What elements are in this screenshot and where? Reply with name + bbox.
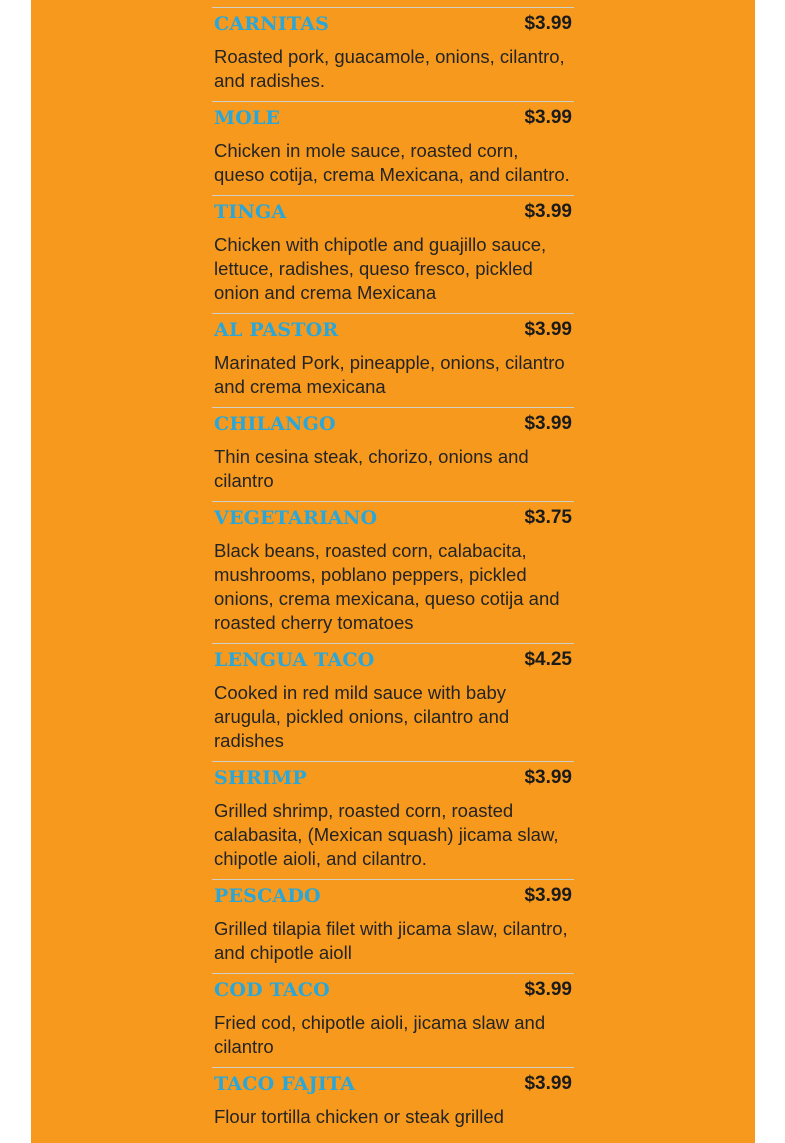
item-price: $3.75: [524, 507, 572, 528]
menu-item-chilango: [212, 407, 574, 501]
item-description: Roasted pork, guacamole, onions, cilantro, and radishes.: [214, 46, 565, 91]
item-header: [214, 104, 572, 132]
item-header: [214, 1070, 572, 1098]
item-description: Grilled tilapia filet with jicama slaw, cilantro, and chipotle aioll: [214, 918, 568, 963]
item-header: [214, 764, 572, 792]
item-price: $3.99: [524, 413, 572, 434]
menu-item-al-pastor: [212, 313, 574, 407]
menu-list: [212, 7, 574, 1137]
menu-item-vegetariano: [212, 501, 574, 643]
item-description: Black beans, roasted corn, calabacita, mushrooms, poblano peppers, pickled onions, crema mexicana, queso cotija and roasted cherry tomatoes: [214, 540, 560, 633]
item-description: Cooked in red mild sauce with baby arugula, pickled onions, cilantro and radishes: [214, 682, 510, 751]
item-header: [214, 504, 572, 532]
item-name: AL PASTOR: [214, 319, 339, 341]
item-description: Flour tortilla chicken or steak grilled: [214, 1106, 504, 1127]
item-header: [214, 10, 572, 38]
item-name: LENGUA TACO: [214, 649, 375, 671]
menu-item-lengua-taco: [212, 643, 574, 761]
item-description: Fried cod, chipotle aioli, jicama slaw and cilantro: [214, 1012, 546, 1057]
menu-page: [31, 0, 755, 1143]
item-header: [214, 316, 572, 344]
item-description: Grilled shrimp, roasted corn, roasted calabasita, (Mexican squash) jicama slaw, chipotle aioli, and cilantro.: [214, 800, 559, 869]
item-price: $4.25: [524, 649, 572, 670]
menu-item-carnitas: [212, 7, 574, 101]
item-price: $3.99: [524, 767, 572, 788]
item-header: [214, 646, 572, 674]
item-price: $3.99: [524, 319, 572, 340]
item-description: Marinated Pork, pineapple, onions, cilantro and crema mexicana: [214, 352, 565, 397]
menu-item-tinga: [212, 195, 574, 313]
item-name: CHILANGO: [214, 413, 336, 435]
item-name: TACO FAJITA: [214, 1073, 356, 1095]
item-header: [214, 882, 572, 910]
item-name: PESCADO: [214, 885, 321, 907]
item-price: $3.99: [524, 107, 572, 128]
menu-item-pescado: [212, 879, 574, 973]
menu-item-shrimp: [212, 761, 574, 879]
menu-item-taco-fajita: [212, 1067, 574, 1137]
item-price: $3.99: [524, 885, 572, 906]
item-header: [214, 976, 572, 1004]
item-price: $3.99: [524, 13, 572, 34]
item-description: Chicken in mole sauce, roasted corn, queso cotija, crema Mexicana, and cilantro.: [214, 140, 570, 185]
item-name: TINGA: [214, 201, 287, 223]
item-price: $3.99: [524, 201, 572, 222]
item-header: [214, 410, 572, 438]
menu-item-mole: [212, 101, 574, 195]
item-price: $3.99: [524, 979, 572, 1000]
item-name: VEGETARIANO: [214, 507, 378, 529]
item-description: Chicken with chipotle and guajillo sauce, lettuce, radishes, queso fresco, pickled onion and crema Mexicana: [214, 234, 547, 303]
item-name: MOLE: [214, 107, 281, 129]
item-header: [214, 198, 572, 226]
menu-item-cod-taco: [212, 973, 574, 1067]
item-name: COD TACO: [214, 979, 330, 1001]
item-description: Thin cesina steak, chorizo, onions and cilantro: [214, 446, 529, 491]
item-name: SHRIMP: [214, 767, 307, 789]
item-price: $3.99: [524, 1073, 572, 1094]
item-name: CARNITAS: [214, 13, 330, 35]
